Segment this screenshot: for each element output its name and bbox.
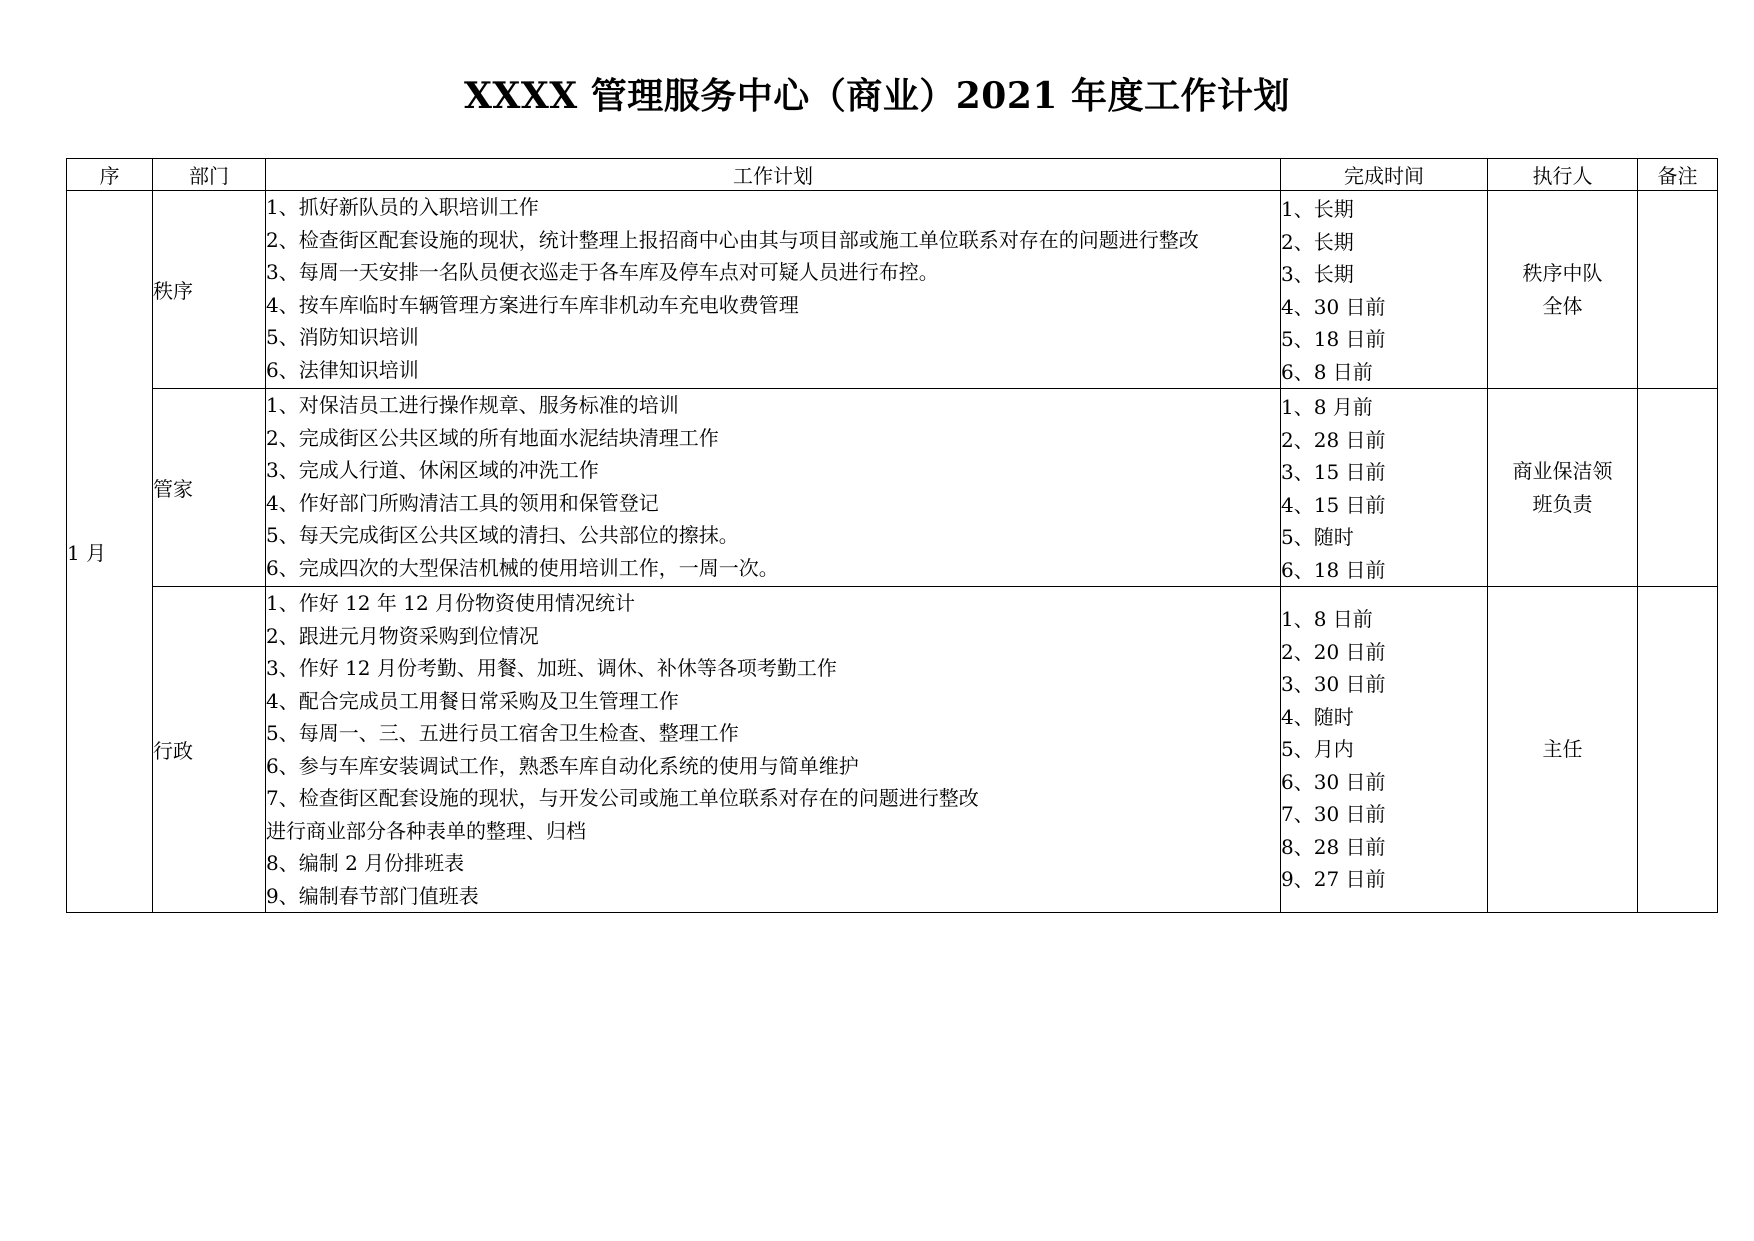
plan-line: 3、作好 12 月份考勤、用餐、加班、调休、补休等各项考勤工作 [266, 656, 837, 680]
time-line: 3、15 日前 [1281, 460, 1386, 484]
note-cell-housekeeping [1638, 389, 1718, 587]
plan-line: 5、消防知识培训 [266, 325, 419, 349]
time-cell-order [1281, 191, 1488, 389]
plan-line: 6、完成四次的大型保洁机械的使用培训工作，一周一次。 [266, 555, 779, 580]
note-cell-admin [1638, 587, 1718, 913]
time-line: 4、30 日前 [1281, 294, 1386, 319]
time-line: 3、长期 [1281, 262, 1354, 286]
page-title: XXXX 管理服务中心（商业）2021 年度工作计划 [464, 75, 1290, 117]
time-line: 5、月内 [1281, 737, 1354, 762]
owner-cell-housekeeping [1488, 389, 1638, 587]
time-line: 4、15 日前 [1281, 492, 1386, 517]
header-dept: 部门 [153, 159, 266, 191]
plan-line: 6、参与车库安装调试工作，熟悉车库自动化系统的使用与简单维护 [266, 753, 859, 778]
time-line: 8、28 日前 [1281, 834, 1386, 859]
header-note: 备注 [1638, 159, 1718, 191]
note-cell-order [1638, 191, 1718, 389]
header-plan: 工作计划 [266, 159, 1281, 191]
plan-line: 9、编制春节部门值班表 [266, 883, 479, 908]
work-plan-table [66, 158, 1718, 913]
plan-line: 2、跟进元月物资采购到位情况 [266, 623, 539, 648]
time-line: 1、长期 [1281, 197, 1354, 221]
time-line: 6、8 日前 [1281, 359, 1373, 384]
dept-cell-order: 秩序 [153, 191, 266, 389]
plan-line: 4、按车库临时车辆管理方案进行车库非机动车充电收费管理 [266, 292, 799, 317]
owner-line: 班负责 [1532, 491, 1593, 516]
plan-line: 1、作好 12 年 12 月份物资使用情况统计 [266, 591, 636, 615]
owner-line: 秩序中队 [1522, 261, 1603, 285]
plan-line: 8、编制 2 月份排班表 [266, 851, 465, 875]
plan-line: 4、作好部门所购清洁工具的领用和保管登记 [266, 490, 659, 515]
owner-cell-order [1488, 191, 1638, 389]
table-row-order [67, 191, 1718, 389]
time-cell-admin [1281, 587, 1488, 913]
header-time: 完成时间 [1281, 159, 1488, 191]
time-line: 2、长期 [1281, 229, 1354, 254]
plan-line: 4、配合完成员工用餐日常采购及卫生管理工作 [266, 688, 679, 713]
header-row [67, 159, 1718, 191]
dept-cell-admin: 行政 [153, 587, 266, 913]
table-row-housekeeping [67, 389, 1718, 587]
time-line: 9、27 日前 [1281, 867, 1386, 892]
time-line: 2、20 日前 [1281, 639, 1386, 664]
plan-line: 3、完成人行道、休闲区域的冲洗工作 [266, 458, 599, 482]
time-line: 6、18 日前 [1281, 557, 1386, 582]
header-owner: 执行人 [1488, 159, 1638, 191]
plan-line: 6、法律知识培训 [266, 357, 419, 382]
plan-line: 7、检查街区配套设施的现状，与开发公司或施工单位联系对存在的问题进行整改 [266, 786, 979, 810]
plan-cell-order [266, 191, 1281, 389]
time-line: 1、8 月前 [1281, 395, 1373, 419]
month-cell: 1 月 [67, 191, 153, 913]
time-line: 4、随时 [1281, 704, 1354, 729]
time-line: 2、28 日前 [1281, 427, 1386, 452]
plan-line: 5、每天完成街区公共区域的清扫、公共部位的擦抹。 [266, 523, 739, 547]
plan-line: 进行商业部分各种表单的整理、归档 [266, 818, 586, 843]
time-line: 6、30 日前 [1281, 769, 1386, 794]
owner-line: 商业保洁领 [1512, 459, 1613, 483]
table-row-admin [67, 587, 1718, 913]
time-line: 7、30 日前 [1281, 802, 1386, 827]
plan-line: 2、完成街区公共区域的所有地面水泥结块清理工作 [266, 425, 719, 450]
plan-line: 3、每周一天安排一名队员便衣巡走于各车库及停车点对可疑人员进行布控。 [266, 260, 939, 284]
time-line: 5、随时 [1281, 525, 1354, 549]
time-line: 3、30 日前 [1281, 672, 1386, 697]
plan-line: 5、每周一、三、五进行员工宿舍卫生检查、整理工作 [266, 721, 739, 745]
owner-line: 主任 [1542, 737, 1583, 762]
owner-cell-admin [1488, 587, 1638, 913]
plan-line: 1、对保洁员工进行操作规章、服务标准的培训 [266, 393, 679, 417]
owner-line: 全体 [1542, 293, 1583, 318]
time-line: 1、8 日前 [1281, 607, 1373, 632]
time-line: 5、18 日前 [1281, 327, 1386, 351]
time-cell-housekeeping [1281, 389, 1488, 587]
header-seq: 序 [67, 159, 153, 191]
dept-cell-housekeeping: 管家 [153, 389, 266, 587]
plan-cell-admin [266, 587, 1281, 913]
plan-line: 1、抓好新队员的入职培训工作 [266, 195, 539, 219]
plan-cell-housekeeping [266, 389, 1281, 587]
plan-line: 2、检查街区配套设施的现状，统计整理上报招商中心由其与项目部或施工单位联系对存在的问题进行整改 [266, 227, 1199, 252]
